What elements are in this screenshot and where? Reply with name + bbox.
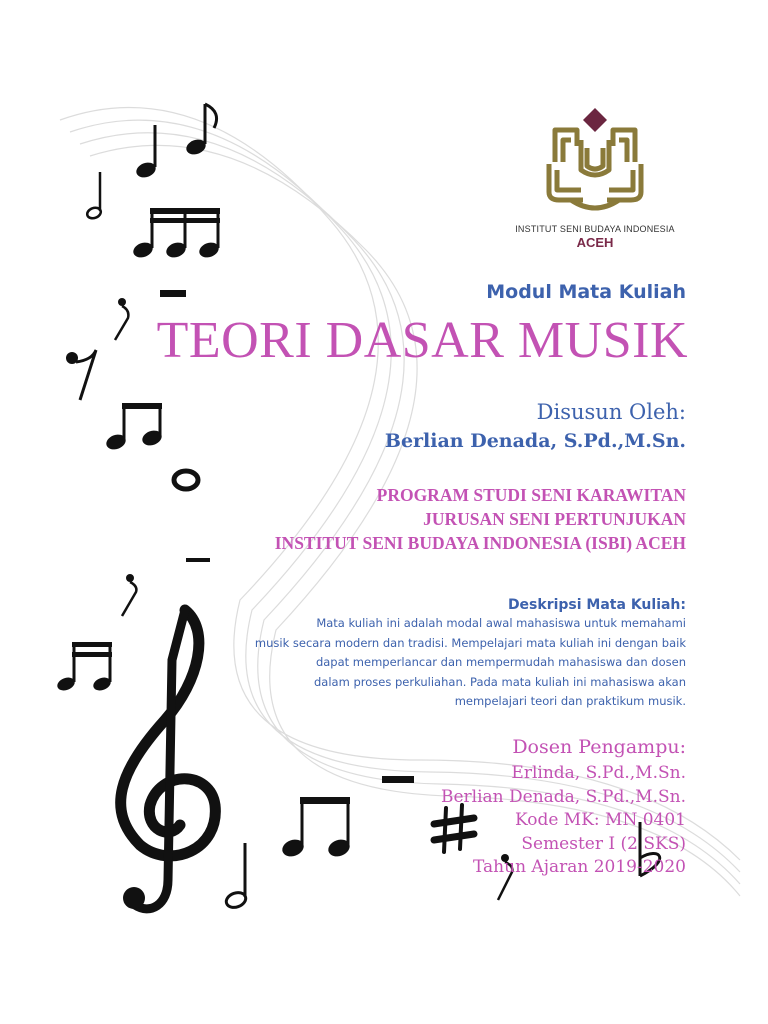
isbi-aceh-logo-icon [525,100,665,218]
description-line: dapat memperlancar dan mempermudah mahasiswa dan dosen [315,655,686,669]
beamed-pair-icon-2 [280,797,352,859]
lecturer-title: Dosen Pengampu: [512,736,686,758]
beamed-sixteenth-icon [55,642,112,693]
description-line: mempelajari teori dan praktikum musik. [454,694,686,708]
module-title: TEORI DASAR MUSIK [156,312,688,369]
description-line: dalam proses perkuliahan. Pada mata kuliah ini mahasiswa akan [314,674,686,689]
module-subtitle: Modul Mata Kuliah [486,281,686,303]
lecturer-list [441,762,686,880]
half-rest-icon [160,290,186,297]
eighth-rest-icon [122,574,136,616]
description-title: Deskripsi Mata Kuliah: [507,597,686,613]
program-line: INSTITUT SENI BUDAYA INDONESIA (ISBI) ACEH [274,533,686,553]
compiled-by-label: Disusun Oleh: [536,400,686,424]
logo-city-caption: ACEH [576,235,614,250]
whole-note-icon [174,471,198,489]
program-line: JURUSAN SENI PERTUNJUKAN [423,509,686,529]
half-note-icon-2 [224,843,248,910]
lecturer-line: Berlian Denada, S.Pd.,M.Sn. [440,786,686,807]
half-note-icon [86,172,103,220]
lecturer-line: Erlinda, S.Pd.,M.Sn. [511,763,686,783]
course-code: Kode MK: MN 0401 [514,810,686,830]
author-name: Berlian Denada, S.Pd.,M.Sn. [384,430,686,452]
rest-bar-icon [382,776,414,783]
institution-logo [500,100,690,250]
description-line: musik secara modern dan tradisi. Mempelajari mata kuliah ini dengan baik [254,635,686,650]
description-body [186,614,686,712]
beamed-notes-icon [131,208,221,260]
program-line: PROGRAM STUDI SENI KARAWITAN [376,485,686,505]
eighth-note-pair-icon [104,403,164,452]
rest-icon [66,298,128,400]
semester-info: Semester I (2 SKS) [521,833,686,854]
program-block [275,483,686,555]
academic-year: Tahun Ajaran 2019-2020 [473,857,686,877]
description-line: Mata kuliah ini adalah modal awal mahasiswa untuk memahami [316,616,686,630]
logo-institution-caption: INSTITUT SENI BUDAYA INDONESIA [515,224,675,234]
